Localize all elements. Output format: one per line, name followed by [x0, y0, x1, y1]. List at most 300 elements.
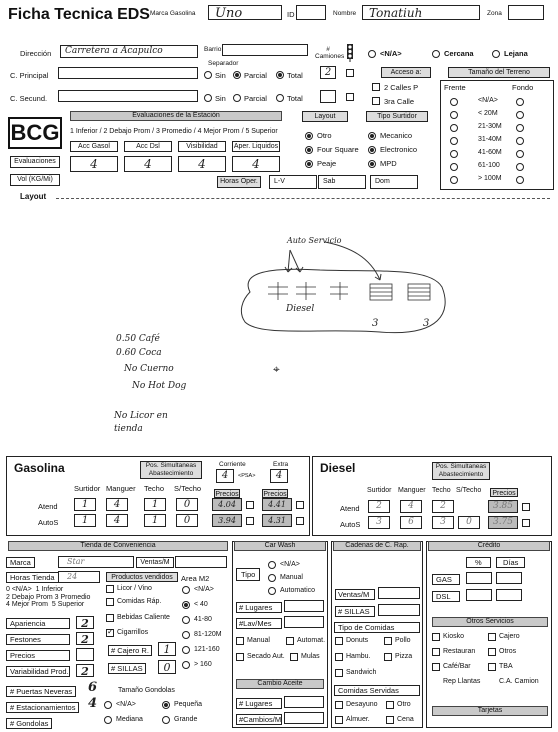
d-atend-3[interactable]: 3.85	[488, 500, 518, 513]
hambu-label: Hambu.	[346, 653, 371, 660]
note-3: No Hot Dog	[132, 381, 187, 391]
aceite-lugares-label: # Lugares	[236, 698, 282, 709]
g-autos_vals-3[interactable]: 0	[176, 514, 198, 527]
terreno-option-label-1: < 20M	[478, 110, 498, 117]
otros-label-0: Kiosko	[443, 633, 465, 640]
sketch-auto-servicio: Auto Servicio	[287, 236, 342, 245]
tienda-variabilidad-label: Variabilidad Prod.	[6, 666, 70, 677]
g-atend_vals-2[interactable]: 1	[144, 498, 166, 511]
licor-label: Licor / Vino	[117, 585, 152, 592]
direccion-field[interactable]: Carretera a Acapulco	[60, 45, 198, 58]
otros-check-4[interactable]	[432, 663, 440, 671]
gondola-mediana-radio[interactable]	[104, 716, 112, 724]
terreno-option-label-5: 61-100	[478, 162, 500, 169]
d-autos-1[interactable]: 6	[400, 516, 422, 529]
c-secund-field[interactable]	[58, 90, 198, 102]
psa-label: <PSA>	[238, 473, 256, 479]
desayuno-label: Desayuno	[346, 701, 378, 708]
carwash-lavmes-field[interactable]	[284, 616, 324, 628]
tienda-apariencia-field[interactable]: 2	[76, 616, 94, 629]
surtidor-electronico-label: Electronico	[380, 145, 418, 154]
tienda-precios-field[interactable]	[76, 648, 94, 661]
carwash-manual-radio[interactable]	[268, 574, 276, 582]
d-surtidor-h: Surtidor	[367, 487, 392, 494]
d-precios-button[interactable]: Precios	[490, 488, 518, 497]
area-label-2: 41-80	[194, 616, 212, 623]
camiones-field[interactable]: 2	[320, 66, 336, 79]
tienda-horas-field[interactable]: 24	[58, 571, 100, 583]
secund-total-radio[interactable]	[276, 94, 284, 102]
bebidas-check[interactable]	[106, 614, 114, 622]
terreno-fondo-radio-4[interactable]	[516, 150, 524, 158]
g-precio_autos-check-1[interactable]	[296, 517, 304, 525]
id-label: ID	[287, 10, 295, 19]
hours-dom-field[interactable]	[370, 175, 418, 189]
principal-sin-label: Sin	[215, 71, 226, 80]
tipo-surtidor-button[interactable]: Tipo Surtidor	[366, 111, 428, 122]
d-autos-label: AutoS	[340, 520, 361, 529]
g-precio_autos-0[interactable]: 3.94	[212, 514, 242, 527]
cadenas-bar: Cadenas de C. Rap.	[333, 541, 421, 551]
g-precio_atend-0[interactable]: 4.04	[212, 498, 242, 511]
g-precio_autos-1[interactable]: 4.31	[262, 514, 292, 527]
hours-sab-label: Sab	[323, 178, 336, 185]
cambio-aceite-bar: Cambio Aceite	[236, 679, 324, 689]
terreno-frente-radio-0[interactable]	[450, 98, 458, 106]
sketch-diesel: Diesel	[286, 304, 315, 314]
extra-label: Extra	[273, 461, 289, 468]
separador-label: Separador	[208, 60, 239, 67]
almuer-label: Almuer.	[346, 716, 370, 723]
eval-col-1-value[interactable]: 4	[124, 156, 172, 172]
note-1: 0.60 Coca	[116, 348, 162, 358]
crosshair-icon: ⌖	[273, 362, 280, 376]
evaluaciones-scale: 1 Inferior / 2 Debajo Prom / 3 Promedio / 4 Mejor Prom / 5 Superior	[70, 128, 278, 135]
marca-gasolina-label: Marca Gasolina	[150, 10, 196, 17]
comidas-label: Comidas Ráp.	[117, 598, 162, 605]
sillas-field[interactable]: 0	[158, 660, 176, 674]
d-autos-4[interactable]: 3.75	[488, 516, 518, 529]
gasolina-title: Gasolina	[14, 461, 65, 475]
evaluaciones-bar: Evaluaciones de la Estación	[70, 111, 282, 121]
eval-col-2-value[interactable]: 4	[178, 156, 226, 172]
secund-sin-radio[interactable]	[204, 94, 212, 102]
comidas-check[interactable]	[106, 598, 114, 606]
carwash-automat-label: Automat.	[297, 637, 326, 644]
d-autos-2[interactable]: 3	[432, 516, 454, 529]
g-precio_autos-check-0[interactable]	[246, 517, 254, 525]
carwash-manual2-label: Manual	[247, 637, 270, 644]
acceso-button[interactable]: Acceso a:	[381, 67, 431, 78]
tienda-variabilidad-field[interactable]: 2	[76, 664, 94, 677]
g-autos-label: AutoS	[38, 518, 59, 527]
terreno-fondo-radio-5[interactable]	[516, 163, 524, 171]
note-2: No Cuerno	[124, 364, 174, 374]
eval-col-0-button[interactable]: Acc Gasol	[70, 141, 118, 152]
tienda-horas-label: Horas Tienda	[6, 572, 59, 583]
credito-gas-pct[interactable]	[466, 572, 492, 584]
g-stecho-h: S/Techo	[174, 484, 202, 493]
terreno-option-label-2: 21-30M	[478, 123, 502, 130]
c-principal-label: C. Principal	[10, 71, 49, 80]
terreno-frente-radio-5[interactable]	[450, 163, 458, 171]
g-surtidor-h: Surtidor	[74, 484, 101, 493]
extra-field[interactable]: 4	[270, 469, 288, 483]
g-autos_vals-0[interactable]: 1	[74, 514, 96, 527]
carwash-na-radio[interactable]	[268, 561, 276, 569]
layout-peaje-radio[interactable]	[305, 160, 313, 168]
tienda-apariencia-label: Apariencia	[6, 618, 70, 629]
layout-button[interactable]: Layout	[302, 111, 348, 122]
nombre-label: Nombre	[333, 10, 357, 17]
tienda-festones-field[interactable]: 2	[76, 632, 94, 645]
otros-label-6: Rep Llantas	[443, 678, 481, 685]
hours-sab-field[interactable]	[318, 175, 366, 189]
eval-col-0-value[interactable]: 4	[70, 156, 118, 172]
barrio-field[interactable]	[222, 44, 308, 56]
principal-total-radio[interactable]	[276, 71, 284, 79]
g-precios-extra-button[interactable]: Precios	[263, 491, 287, 498]
page-title: Ficha Tecnica EDS	[8, 6, 150, 23]
surtidor-mpd-radio[interactable]	[368, 160, 376, 168]
tienda-marca-field[interactable]: Star	[58, 556, 134, 568]
g-manguer-h: Manguer	[106, 484, 136, 493]
eval-col-1-button[interactable]: Acc Dsl	[124, 141, 172, 152]
tipo-comidas-label: Tipo de Comidas	[334, 622, 420, 633]
otros-label-5: TBA	[499, 663, 513, 670]
carwash-automat-check[interactable]	[286, 637, 294, 645]
tienda-festones-label: Festones	[6, 634, 70, 645]
g-autos_vals-2[interactable]: 1	[144, 514, 166, 527]
carwash-bar: Car Wash	[234, 541, 326, 551]
otro-comida-label: Otro	[397, 701, 411, 708]
aceite-lugares-field[interactable]	[284, 696, 324, 708]
sketch-3b: 3	[423, 318, 430, 329]
carwash-na-label: <N/A>	[280, 561, 300, 568]
layout-four-square-label: Four Square	[317, 145, 359, 154]
terreno-fondo-radio-1[interactable]	[516, 111, 524, 119]
surtidor-mpd-label: MPD	[380, 159, 397, 168]
g-precio_atend-1[interactable]: 4.41	[262, 498, 292, 511]
otros-label-3: Otros	[499, 648, 517, 655]
gondola-grande-label: Grande	[174, 716, 198, 723]
d-atend-label: Atend	[340, 504, 360, 513]
sillas-label: # SILLAS	[108, 663, 146, 674]
terreno-frente-radio-3[interactable]	[450, 137, 458, 145]
desayuno-check[interactable]	[335, 701, 343, 709]
diesel-title: Diesel	[320, 461, 356, 475]
carwash-mulas-label: Mulas	[301, 653, 320, 660]
gondola-grande-radio[interactable]	[162, 716, 170, 724]
corriente-field[interactable]: 4	[216, 469, 234, 483]
cadenas-ventas-field[interactable]	[378, 587, 420, 599]
sketch-3a: 3	[372, 318, 379, 329]
gondola-na-radio[interactable]	[104, 701, 112, 709]
area-label-1: < 40	[194, 601, 208, 608]
g-autos_vals-1[interactable]: 4	[106, 514, 128, 527]
carwash-mulas-check[interactable]	[290, 653, 298, 661]
nombre-field[interactable]: Tonatiuh	[362, 5, 480, 20]
carwash-lavmes-label: #Lav/Mes	[236, 618, 282, 629]
credito-dsl-label: DSL	[432, 591, 460, 602]
estacionamientos-value[interactable]: 4	[88, 696, 98, 711]
tienda-ventas-button[interactable]: Ventas/M	[136, 557, 174, 568]
g-atend-label: Atend	[38, 502, 58, 511]
secund-total-label: Total	[287, 94, 303, 103]
credito-bar: Crédito	[428, 541, 550, 551]
tarjetas-bar: Tarjetas	[432, 706, 548, 716]
d-autos-3[interactable]: 0	[458, 516, 480, 529]
surtidor-mecanico-radio[interactable]	[368, 132, 376, 140]
d-techo-h: Techo	[432, 487, 451, 494]
g-atend_vals-1[interactable]: 4	[106, 498, 128, 511]
acceso-2calles-check[interactable]	[372, 83, 380, 91]
frente-label: Frente	[444, 83, 466, 92]
pizza-check[interactable]	[384, 653, 392, 661]
gondola-mediana-label: Mediana	[116, 716, 143, 723]
traffic-light-icon	[344, 44, 356, 62]
secund-parcial-label: Parcial	[244, 94, 267, 103]
otros-label-1: Cajero	[499, 633, 520, 640]
eval-col-3-value[interactable]: 4	[232, 156, 280, 172]
g-techo-h: Techo	[144, 484, 165, 493]
gasolina-pos-button[interactable]: Pos. Simultaneas Abastecimiento	[140, 461, 202, 479]
camiones-check[interactable]	[346, 69, 354, 77]
g-precios-corriente-button[interactable]: Precios	[215, 491, 239, 498]
carwash-lugares-field[interactable]	[284, 600, 324, 612]
otros-check-3[interactable]	[488, 648, 496, 656]
area-m2-label: Area M2	[181, 574, 210, 583]
terreno-option-label-4: 41-60M	[478, 149, 502, 156]
cajero-label: # Cajero R.	[108, 645, 152, 656]
pollo-label: Pollo	[395, 637, 411, 644]
principal-total-label: Total	[287, 71, 303, 80]
distance-lejana-label: Lejana	[504, 49, 528, 58]
terreno-frente-radio-6[interactable]	[450, 176, 458, 184]
carwash-secado-label: Secado Aut.	[247, 653, 285, 660]
aceite-cambios-label: #Cambios/M	[236, 714, 282, 725]
d-atend-2[interactable]: 2	[432, 500, 454, 513]
d-manguer-h: Manguer	[398, 487, 426, 494]
gondolas-label: # Gondolas	[6, 718, 52, 729]
secund-count-field[interactable]	[320, 90, 336, 103]
tamano-gondolas-label: Tamaño Gondolas	[118, 687, 175, 694]
layout-section-label: Layout	[20, 192, 47, 201]
tienda-ventas-field[interactable]	[175, 556, 227, 568]
principal-parcial-radio[interactable]	[233, 71, 241, 79]
donuts-label: Donuts	[346, 637, 369, 644]
distance-lejana-radio[interactable]	[492, 50, 500, 58]
g-precio_atend-check-0[interactable]	[246, 501, 254, 509]
terreno-fondo-radio-2[interactable]	[516, 124, 524, 132]
area-radio-0[interactable]	[182, 586, 190, 594]
bcg-logo: BCG	[8, 117, 62, 149]
gondola-na-label: <N/A>	[116, 701, 136, 708]
secund-sin-label: Sin	[215, 94, 226, 103]
layout-peaje-label: Peaje	[317, 159, 337, 168]
hambu-check[interactable]	[335, 653, 343, 661]
hours-lv-label: L-V	[274, 178, 285, 185]
cena-check[interactable]	[386, 716, 394, 724]
surtidor-electronico-radio[interactable]	[368, 146, 376, 154]
otros-label-2: Restauran	[443, 648, 476, 655]
eval-col-2-button[interactable]: Visibilidad	[178, 141, 226, 152]
puertas-value[interactable]: 6	[88, 680, 98, 695]
puertas-label: # Puertas Neveras	[6, 686, 76, 697]
barrio-label: Barrio	[204, 46, 222, 53]
tienda-bar: Tienda de Conveniencia	[8, 541, 228, 551]
cadenas-panel	[331, 541, 423, 728]
direccion-label: Dirección	[20, 49, 52, 58]
distance-na-radio[interactable]	[368, 50, 376, 58]
marca-gasolina-field[interactable]: Uno	[208, 5, 282, 20]
layout-four-square-radio[interactable]	[305, 146, 313, 154]
terreno-frente-radio-4[interactable]	[450, 150, 458, 158]
tienda-marca-label: Marca	[6, 557, 35, 568]
carwash-auto-radio[interactable]	[268, 587, 276, 595]
zona-field[interactable]	[508, 5, 544, 20]
carwash-tipo-label: Tipo	[236, 568, 260, 581]
cigarrillos-check[interactable]	[106, 629, 114, 637]
terreno-option-label-6: > 100M	[478, 175, 502, 182]
otros-check-0[interactable]	[432, 633, 440, 641]
gondola-pequena-label: Pequeña	[174, 701, 203, 708]
evaluaciones-button[interactable]: Evaluaciones	[10, 156, 60, 168]
camiones-label: # Camiones	[315, 46, 345, 60]
cena-label: Cena	[397, 716, 414, 723]
distance-cercana-radio[interactable]	[432, 50, 440, 58]
zona-label: Zona	[487, 10, 502, 17]
otro-comida-check[interactable]	[386, 701, 394, 709]
estacionamientos-label: # Estacionamientos	[6, 702, 79, 713]
terreno-frente-radio-1[interactable]	[450, 111, 458, 119]
d-atend-check[interactable]	[522, 503, 530, 511]
tienda-precios-label: Precios	[6, 650, 70, 661]
acceso-2calles-label: 2 Calles P	[384, 83, 419, 92]
pizza-label: Pizza	[395, 653, 413, 660]
carwash-lugares-label: # Lugares	[236, 602, 282, 613]
g-precio_atend-check-1[interactable]	[296, 501, 304, 509]
layout-otro-label: Otro	[317, 131, 332, 140]
otros-servicios-bar: Otros Servicios	[432, 617, 548, 627]
terreno-fondo-radio-3[interactable]	[516, 137, 524, 145]
id-field[interactable]	[296, 5, 326, 20]
terreno-button[interactable]: Tamaño del Terreno	[448, 67, 550, 78]
horas-oper-button[interactable]: Horas Oper.	[217, 176, 261, 188]
otros-check-1[interactable]	[488, 633, 496, 641]
area-label-5: > 160	[194, 661, 212, 668]
g-atend_vals-3[interactable]: 0	[176, 498, 198, 511]
terreno-fondo-radio-0[interactable]	[516, 98, 524, 106]
eval-col-3-button[interactable]: Aper. Liquidos	[233, 143, 279, 150]
cadenas-sillas-field[interactable]	[378, 604, 420, 616]
diesel-pos-button[interactable]: Pos. Simultaneas Abastecimiento	[432, 462, 490, 480]
fondo-label: Fondo	[512, 83, 534, 92]
terreno-option-label-3: 31-40M	[478, 136, 502, 143]
carwash-manual-check[interactable]	[236, 637, 244, 645]
cadenas-sillas-label: # SILLAS	[335, 606, 375, 617]
acceso-3calle-label: 3ra Calle	[384, 97, 415, 106]
layout-sketch	[230, 232, 460, 352]
area-radio-1[interactable]	[182, 601, 190, 609]
sandwich-check[interactable]	[335, 669, 343, 677]
principal-sin-radio[interactable]	[204, 71, 212, 79]
area-radio-2[interactable]	[182, 616, 190, 624]
area-radio-4[interactable]	[182, 646, 190, 654]
cadenas-ventas-label: Ventas/M	[335, 589, 375, 600]
carwash-secado-check[interactable]	[236, 653, 244, 661]
credito-dsl-pct[interactable]	[466, 589, 492, 601]
cajero-field[interactable]: 1	[158, 642, 176, 656]
area-radio-5[interactable]	[182, 661, 190, 669]
donuts-check[interactable]	[335, 637, 343, 645]
area-label-3: 81-120M	[194, 631, 222, 638]
terreno-option-label-0: <N/A>	[478, 97, 498, 104]
gondola-pequena-radio[interactable]	[162, 701, 170, 709]
area-label-4: 121-160	[194, 646, 220, 653]
distance-cercana-label: Cercana	[444, 49, 474, 58]
g-atend_vals-0[interactable]: 1	[74, 498, 96, 511]
distance-na-label: <N/A>	[380, 49, 402, 58]
almuer-check[interactable]	[335, 716, 343, 724]
tienda-scale: 0 <N/A> 1 Inferior 2 Debajo Prom 3 Promedio 4 Mejor Prom 5 Superior	[6, 586, 91, 608]
licor-check[interactable]	[106, 585, 114, 593]
c-secund-label: C. Secund.	[10, 94, 48, 103]
note-0: 0.50 Café	[116, 334, 160, 344]
layout-otro-radio[interactable]	[305, 132, 313, 140]
d-atend-1[interactable]: 4	[400, 500, 422, 513]
credito-gas-label: GAS	[432, 574, 460, 585]
layout-divider	[56, 198, 550, 199]
corriente-label: Corriente	[219, 461, 246, 468]
note-4: No Licor en tienda	[114, 411, 168, 434]
bebidas-label: Bebidas Caliente	[117, 614, 170, 621]
credito-pct-label: %	[466, 557, 491, 568]
credito-dias-label: Días	[496, 557, 525, 568]
otros-check-5[interactable]	[488, 663, 496, 671]
c-principal-field[interactable]	[58, 67, 198, 79]
principal-parcial-label: Parcial	[244, 71, 267, 80]
surtidor-mecanico-label: Mecanico	[380, 131, 413, 140]
d-atend-0[interactable]: 2	[368, 500, 390, 513]
credito-dsl-dias[interactable]	[496, 589, 522, 601]
hours-lv-field[interactable]	[269, 175, 317, 189]
secund-parcial-radio[interactable]	[233, 94, 241, 102]
d-autos-0[interactable]: 3	[368, 516, 390, 529]
cigarrillos-label: Cigarrillos	[117, 629, 149, 636]
terreno-frente-radio-2[interactable]	[450, 124, 458, 132]
otros-check-2[interactable]	[432, 648, 440, 656]
sandwich-label: Sandwich	[346, 669, 377, 676]
secund-check[interactable]	[346, 93, 354, 101]
credito-gas-dias[interactable]	[496, 572, 522, 584]
comidas-servidas-label: Comidas Servidas	[334, 685, 420, 696]
otros-label-7: C.A. Camion	[499, 678, 539, 685]
terreno-fondo-radio-6[interactable]	[516, 176, 524, 184]
acceso-3calle-check[interactable]	[372, 97, 380, 105]
carwash-manual-label: Manual	[280, 574, 303, 581]
area-label-0: <N/A>	[194, 586, 214, 593]
vol-button[interactable]: Vol (KG/Mi)	[10, 174, 60, 186]
pollo-check[interactable]	[384, 637, 392, 645]
otros-label-4: Café/Bar	[443, 663, 471, 670]
d-autos-check[interactable]	[522, 519, 530, 527]
area-radio-3[interactable]	[182, 631, 190, 639]
carwash-auto-label: Automatico	[280, 587, 316, 594]
aceite-cambios-field[interactable]	[284, 712, 324, 724]
productos-vendidos-button[interactable]: Productos vendidos	[106, 572, 178, 582]
hours-dom-label: Dom	[375, 178, 390, 185]
